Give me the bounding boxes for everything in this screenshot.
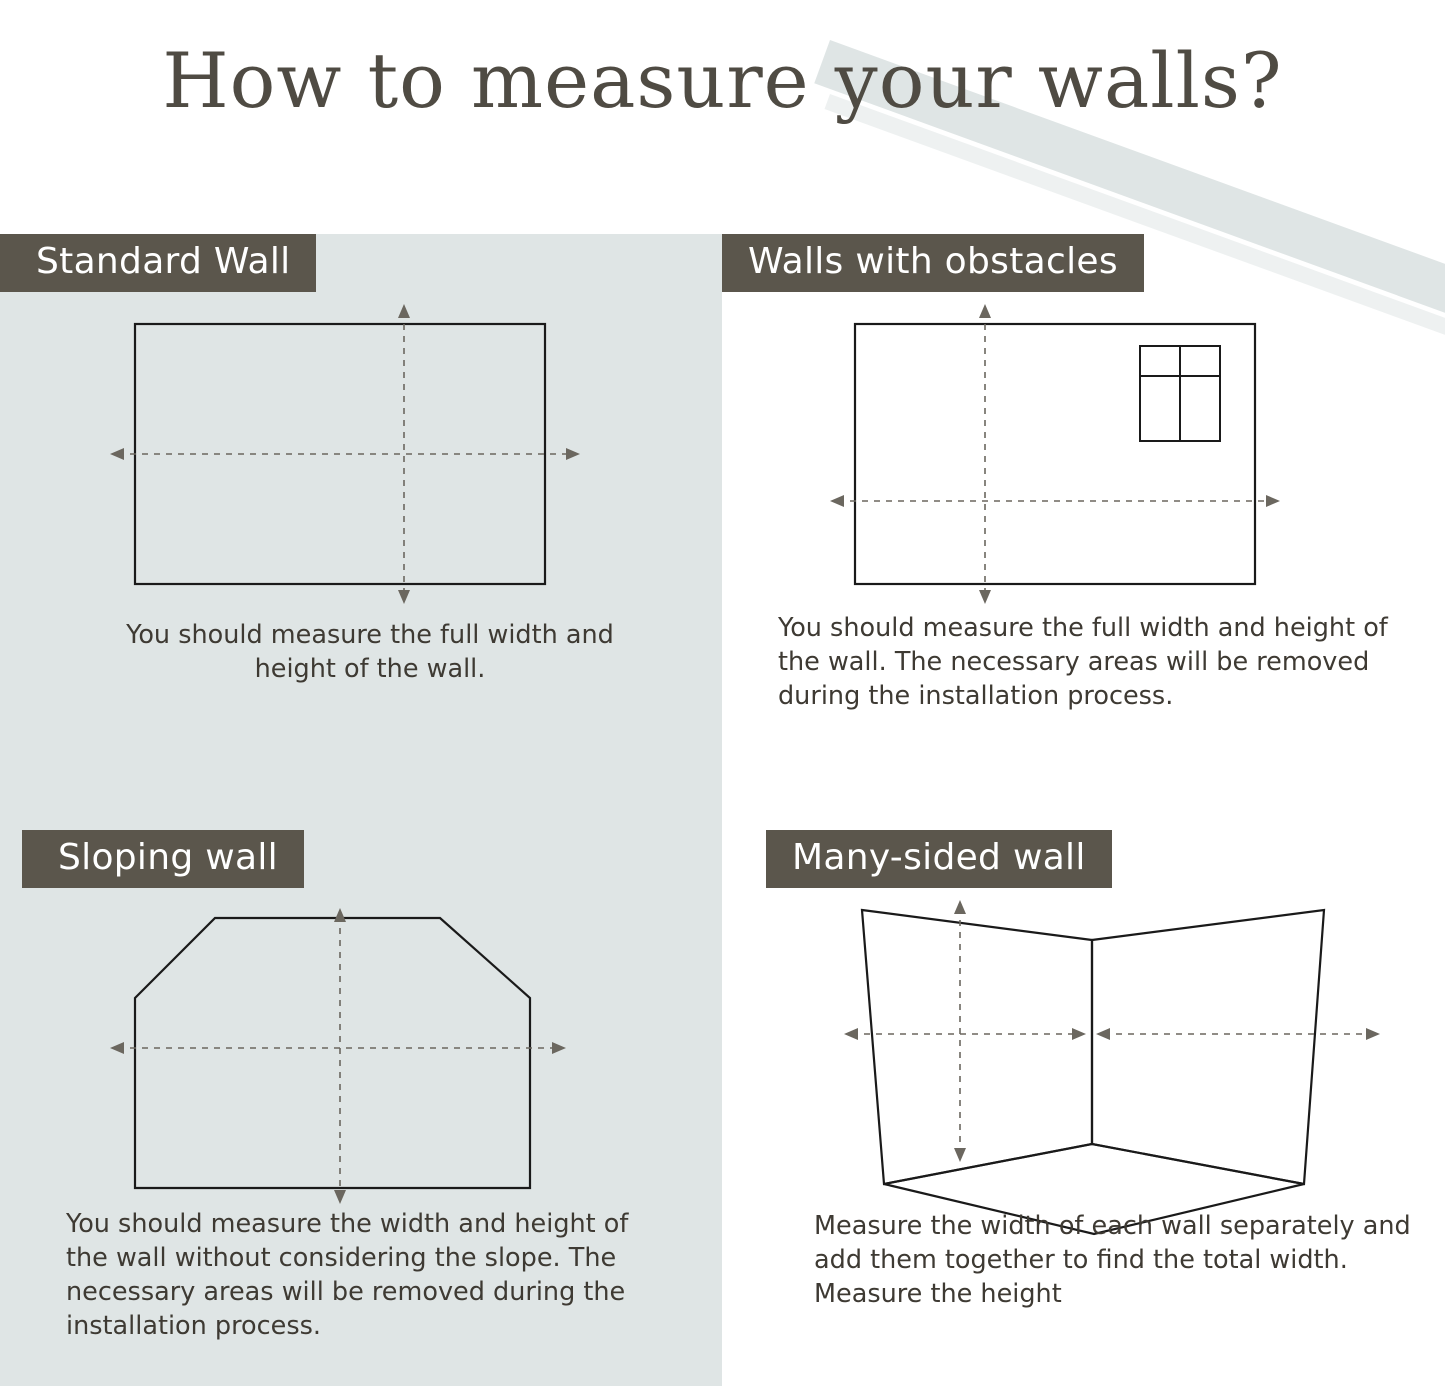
panel-heading-many-sided-wall: Many-sided wall xyxy=(766,830,1112,888)
panel-sloping-wall xyxy=(0,830,722,1386)
diagram-walls-with-obstacles xyxy=(830,304,1375,604)
caption-standard-wall: You should measure the full width and height of the wall. xyxy=(126,620,614,684)
heading-wrap-many-sided-wall xyxy=(766,830,1112,888)
sloped-wall-outline xyxy=(135,918,530,1188)
panel-heading-standard-wall: Standard Wall xyxy=(0,234,316,292)
height-measure-arrow xyxy=(334,908,346,1204)
left-wall-width-arrow xyxy=(844,1028,1086,1040)
width-measure-arrow xyxy=(110,448,580,460)
right-wall-width-arrow xyxy=(1096,1028,1380,1040)
caption-many-sided-wall: Measure the width of each wall separately and add them together to find the total width. Measure the height xyxy=(814,1211,1411,1309)
left-wall xyxy=(862,910,1092,1184)
width-measure-arrow xyxy=(830,495,1280,507)
page-title: How to measure your walls? xyxy=(162,36,1283,125)
panel-heading-walls-with-obstacles: Walls with obstacles xyxy=(722,234,1144,292)
panel-standard-wall xyxy=(0,234,722,814)
wall-rectangle xyxy=(855,324,1255,584)
panel-heading-sloping-wall: Sloping wall xyxy=(22,830,304,888)
right-wall xyxy=(1092,910,1324,1184)
caption-sloping-wall: You should measure the width and height of the wall without considering the slope. The necessary areas will be removed during the installation process. xyxy=(66,1209,629,1341)
diagram-many-sided-wall xyxy=(842,882,1402,1212)
window-obstacle xyxy=(1140,346,1220,441)
height-measure-arrow xyxy=(954,900,966,1162)
caption-walls-with-obstacles: You should measure the full width and height of the wall. The necessary areas will be removed during the installation process. xyxy=(778,613,1388,711)
panel-many-sided-wall xyxy=(722,830,1445,1386)
panel-walls-with-obstacles xyxy=(722,234,1445,814)
heading-wrap-sloping-wall xyxy=(22,830,304,888)
heading-wrap-walls-with-obstacles xyxy=(722,234,1144,292)
diagram-sloping-wall xyxy=(110,898,580,1208)
height-measure-arrow xyxy=(979,304,991,604)
diagram-standard-wall xyxy=(110,304,580,604)
heading-wrap-standard-wall xyxy=(0,234,316,292)
width-measure-arrow xyxy=(110,1042,566,1054)
